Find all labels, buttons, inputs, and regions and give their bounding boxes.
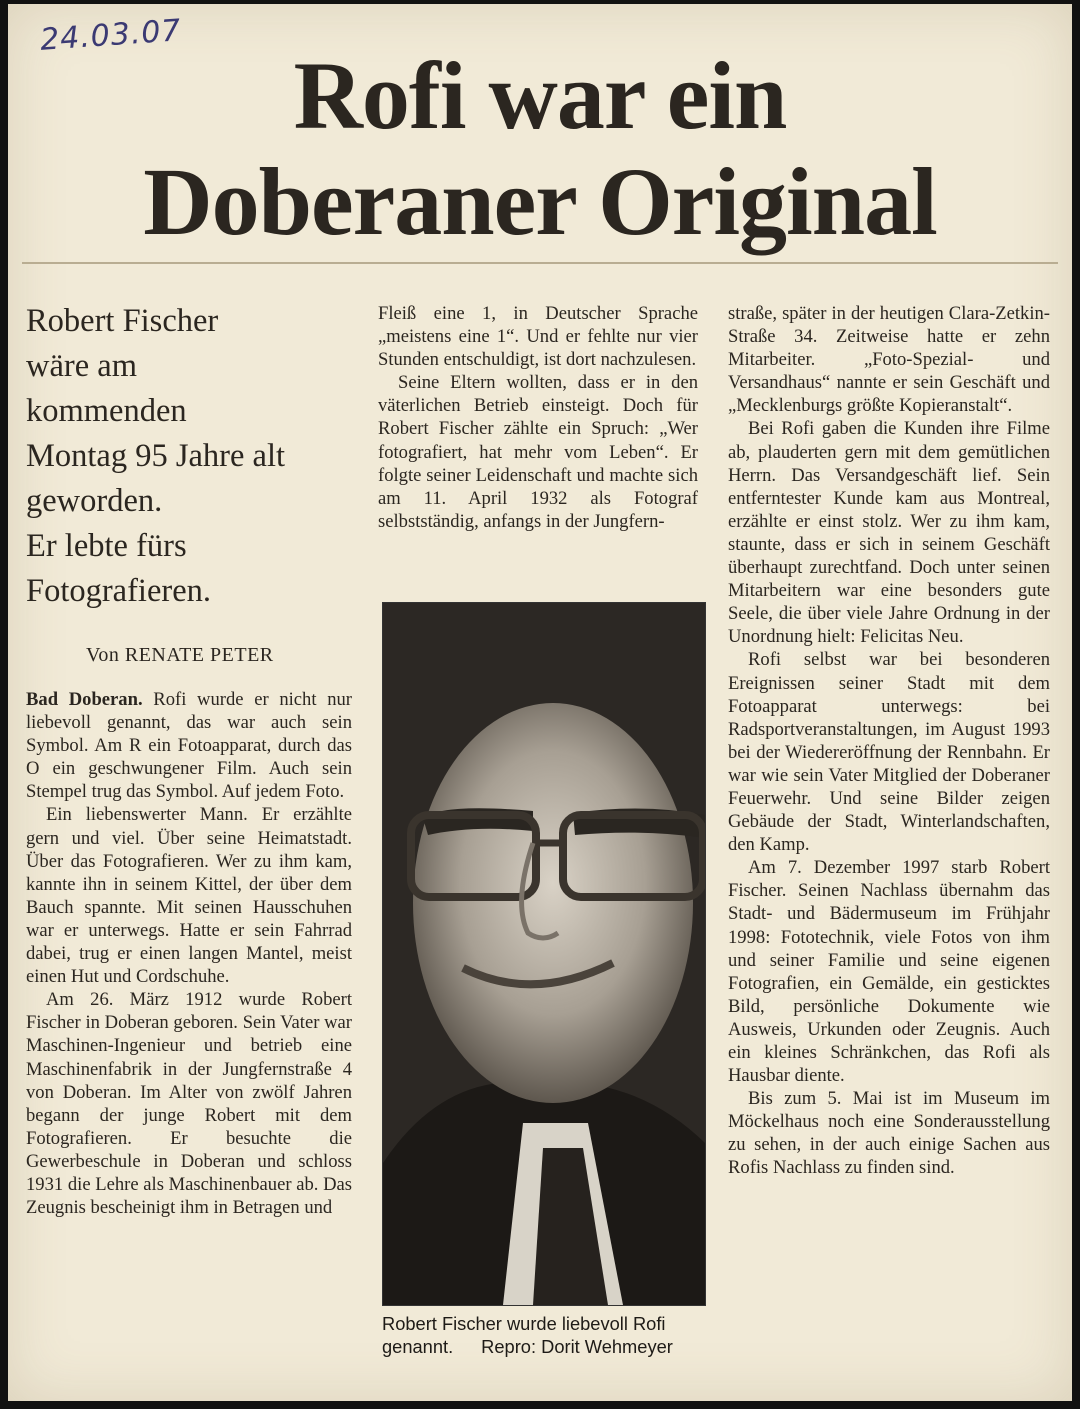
subhead-line: kommenden	[26, 393, 187, 429]
portrait-illustration	[383, 603, 705, 1305]
article-paragraph: Rofi selbst war bei besonderen Ereignissen seiner Stadt mit dem Fotoapparat unterwegs: bei Radsportveranstaltungen, im August 1993 bei der Wiedereröffnung der Rennbahn. Er war wie sein Vater Mitglied der Doberaner Feuerwehr. Und seine Bilder zeigen Gebäude der Stadt, Winterlandschaften, den Kamp.	[728, 649, 1050, 856]
subhead-line: Robert Fischer	[26, 303, 219, 339]
portrait-photo	[382, 602, 706, 1306]
subheadline	[26, 299, 346, 614]
paragraph-text: Rofi wurde er nicht nur liebevoll genannt, das war auch sein Symbol. Am R ein Fotoapparat, durch das O ein geschwungener Film. Auch sein Stempel trug das Symbol. Auf jedem Foto.	[26, 689, 352, 803]
article-column-3	[728, 302, 1050, 1180]
article-paragraph: straße, später in der heutigen Clara-Zetkin-Straße 34. Zeitweise hatte er zehn Mitarbeiter. „Foto-Spezial- und Versandhaus“ nannte er sein Geschäft und „Mecklenburgs größte Kopieranstalt“.	[728, 303, 1050, 417]
subhead-line: Fotografieren.	[26, 573, 212, 609]
subhead-line: Er lebte fürs	[26, 528, 187, 564]
headline-line-1: Rofi war ein	[293, 42, 787, 149]
subhead-line: wäre am	[26, 348, 137, 384]
article-paragraph: Bei Rofi gaben die Kunden ihre Filme ab, plauderten gern mit dem gemütlichen Herrn. Das Versandgeschäft lief. Sein entferntester Kunde kam aus Montreal, erzählte er einst stolz. Wer zu ihm kam, staunte, dass er sich in seinem Geschäft überhaupt zurechtfand. Doch unter seinen Mitarbeitern war eine besonders gute Seele, die über viele Jahre Ordnung in der Unordnung hielt: Felicitas Neu.	[728, 418, 1050, 648]
article-paragraph	[26, 688, 352, 803]
headline-line-2: Doberaner Original	[143, 148, 937, 255]
newspaper-clipping	[8, 4, 1072, 1401]
photo-credit: Repro: Dorit Wehmeyer	[481, 1336, 673, 1357]
caption-text: Robert Fischer wurde liebevoll Rofi genannt.	[382, 1313, 666, 1357]
byline: Von RENATE PETER	[86, 644, 274, 666]
photo-caption	[382, 1312, 706, 1358]
subhead-line: Montag 95 Jahre alt	[26, 438, 286, 474]
article-column-1	[26, 688, 352, 1219]
handwritten-date: 24.03.07	[38, 13, 183, 58]
article-paragraph: Bis zum 5. Mai ist im Museum im Möckelhaus noch eine Sonderausstellung zu sehen, in der auch einige Sachen aus Rofis Nachlass zu finden sind.	[728, 1088, 1050, 1179]
article-column-2	[378, 302, 698, 533]
article-paragraph: Ein liebenswerter Mann. Er erzählte gern und viel. Über seine Heimatstadt. Über das Fotografieren. Wer zu ihm kam, kannte ihn in seinem Kittel, der über dem Bauch spannte. Mit seinen Hausschuhen war er unterwegs. Hatte er sein Fahrrad dabei, trug er einen langen Mantel, meist einen Hut und Cordschuhe.	[26, 804, 352, 988]
dateline: Bad Doberan.	[26, 689, 143, 710]
headline-divider	[22, 262, 1058, 264]
article-paragraph: Seine Eltern wollten, dass er in den väterlichen Betrieb einsteigt. Doch für Robert Fischer zählte ein Spruch: „Wer fotografiert, hat mehr vom Leben“. Er folgte seiner Leidenschaft und machte sich am 11. April 1932 als Fotograf selbstständig, anfangs in der Jungfern-	[378, 372, 698, 532]
subhead-line: geworden.	[26, 483, 163, 519]
article-paragraph: Am 26. März 1912 wurde Robert Fischer in Doberan geboren. Sein Vater war Maschinen-Ingenieur und betrieb eine Maschinenfabrik in der Jungfernstraße 4 von Doberan. Im Alter von zwölf Jahren begann der junge Robert mit dem Fotografieren. Er besuchte die Gewerbeschule in Doberan und schloss 1931 die Lehre als Maschinenbauer ab. Das Zeugnis bescheinigt ihm in Betragen und	[26, 989, 352, 1219]
article-paragraph: Fleiß eine 1, in Deutscher Sprache „meistens eine 1“. Und er fehlte nur vier Stunden entschuldigt, ist dort nachzulesen.	[378, 303, 698, 371]
article-paragraph: Am 7. Dezember 1997 starb Robert Fischer. Seinen Nachlass übernahm das Stadt- und Bädermuseum im Frühjahr 1998: Fototechnik, viele Fotos von ihm und seiner Familie und seine eigenen Fotografien, ein Gemälde, ein gesticktes Bild, persönliche Dokumente wie Ausweis, Urkunden oder Zeugnis. Auch ein kleines Schränkchen, das Rofi als Hausbar diente.	[728, 857, 1050, 1087]
